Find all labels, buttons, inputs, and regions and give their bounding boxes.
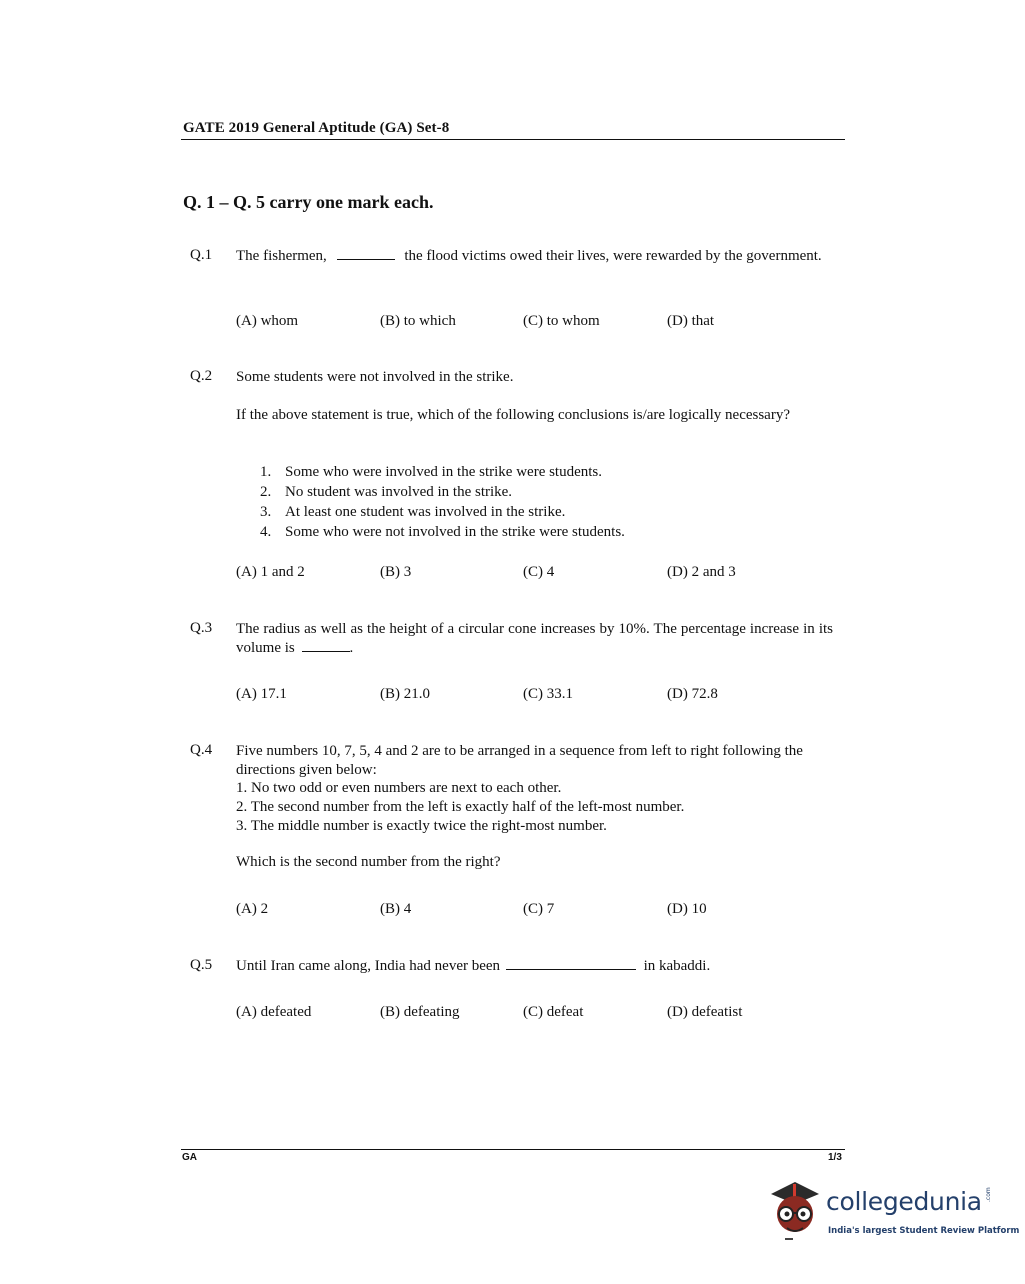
list-item: 2. The second number from the left is exactly half of the left-most number. [236,799,685,815]
answer-blank [337,258,395,260]
watermark-domain: .com [985,1187,992,1202]
q3-option-a[interactable]: (A) 17.1 [236,686,287,702]
q2-option-b[interactable]: (B) 3 [380,564,412,580]
list-item: 1. Some who were involved in the strike were students. [260,464,603,480]
q2-conclusions-list [260,462,625,542]
q5-option-b[interactable]: (B) defeating [380,1004,460,1020]
q4-option-b[interactable]: (B) 4 [380,901,412,917]
answer-blank [302,650,350,652]
q5-option-a[interactable]: (A) defeated [236,1004,312,1020]
list-item: 3. The middle number is exactly twice the right-most number. [236,818,607,834]
watermark-tagline: India's largest Student Review Platform [828,1226,1020,1236]
q2-option-d[interactable]: (D) 2 and 3 [667,564,736,580]
question-text-1 [236,247,833,266]
q4-option-c[interactable]: (C) 7 [523,901,555,917]
list-item: 3. At least one student was involved in the strike. [260,504,566,520]
question-number-3: Q.3 [190,620,213,636]
q4-option-a[interactable]: (A) 2 [236,901,269,917]
q4-directions-list [236,779,684,836]
q5-option-c[interactable]: (C) defeat [523,1004,584,1020]
q1-text-after: the flood victims owed their lives, were rewarded by the government. [404,248,822,264]
header-divider [181,139,845,140]
q1-option-c[interactable]: (C) to whom [523,313,600,329]
q3-option-c[interactable]: (C) 33.1 [523,686,573,702]
page-header-title: GATE 2019 General Aptitude (GA) Set-8 [183,120,450,136]
q2-option-a[interactable]: (A) 1 and 2 [236,564,305,580]
list-item: 1. No two odd or even numbers are next to each other. [236,780,562,796]
answer-blank [506,968,636,970]
footer-subject: GA [182,1152,197,1163]
q1-option-d[interactable]: (D) that [667,313,715,329]
question-text-4: Five numbers 10, 7, 5, 4 and 2 are to be arranged in a sequence from left to right following the directions given below: [236,743,803,778]
footer-divider [181,1149,845,1150]
q4-question: Which is the second number from the right? [236,854,501,870]
question-number-2: Q.2 [190,368,213,384]
q4-option-d[interactable]: (D) 10 [667,901,707,917]
q1-option-b[interactable]: (B) to which [380,313,456,329]
watermark-brand: collegedunia [826,1187,982,1216]
section-title: Q. 1 – Q. 5 carry one mark each. [183,192,434,212]
question-number-1: Q.1 [190,247,213,263]
q3-text-after: . [349,640,354,656]
question-number-4: Q.4 [190,742,213,758]
q3-text-before: The radius as well as the height of a circular cone increases by 10%. The percentage increase in its volume is [236,621,833,656]
q5-option-d[interactable]: (D) defeatist [667,1004,743,1020]
q2-prompt: If the above statement is true, which of the following conclusions is/are logically necessary? [236,407,790,423]
list-item: 4. Some who were not involved in the strike were students. [260,524,625,540]
q1-text-before: The fishermen, [236,248,327,264]
footer-page-number: 1/3 [828,1152,842,1163]
q3-option-b[interactable]: (B) 21.0 [380,686,430,702]
q2-statement: Some students were not involved in the strike. [236,369,514,385]
list-item: 2. No student was involved in the strike. [260,484,513,500]
q1-option-a[interactable]: (A) whom [236,313,299,329]
q2-option-c[interactable]: (C) 4 [523,564,555,580]
q5-text-before: Until Iran came along, India had never been [236,958,501,974]
question-text-3 [236,620,833,658]
question-text-5 [236,957,833,976]
q3-option-d[interactable]: (D) 72.8 [667,686,718,702]
question-number-5: Q.5 [190,957,213,973]
q5-text-after: in kabaddi. [643,958,711,974]
